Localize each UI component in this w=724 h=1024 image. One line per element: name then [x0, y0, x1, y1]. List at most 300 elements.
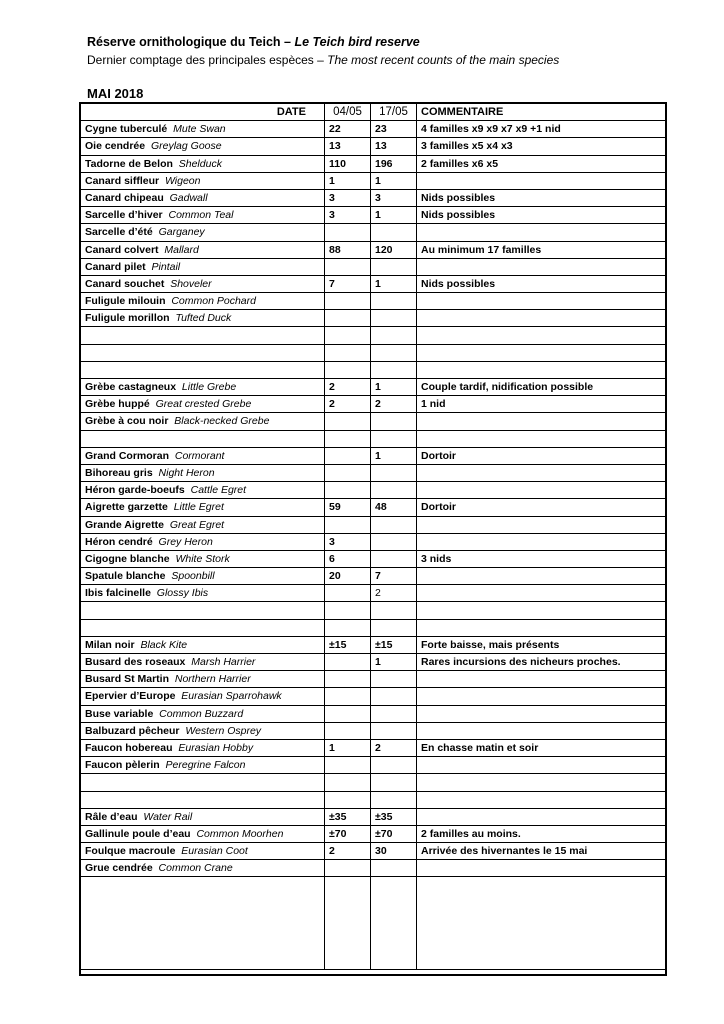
table-row	[81, 722, 665, 739]
count-1705-cell: 1	[371, 654, 417, 671]
table-row	[81, 413, 665, 430]
comment-cell	[417, 808, 666, 825]
species-name-en: Spoonbill	[171, 570, 215, 583]
species-name-en: White Stork	[175, 552, 230, 565]
table-row	[81, 499, 665, 516]
table-row	[81, 396, 665, 413]
count-1705-cell: 196	[371, 155, 417, 172]
species-name-fr: Cigogne blanche	[85, 552, 170, 565]
species-cell	[81, 722, 325, 739]
comment-cell	[417, 482, 666, 499]
comment-cell: 4 familles x9 x9 x7 x9 +1 nid	[417, 121, 666, 138]
species-name-en: Shelduck	[178, 157, 222, 170]
species-name-en: Grey Heron	[158, 535, 213, 548]
species-name-en: Marsh Harrier	[191, 656, 256, 669]
counts-table	[79, 102, 667, 976]
species-name-fr: Héron cendré	[85, 535, 153, 548]
comment-cell	[417, 310, 666, 327]
count-1705-cell: 23	[371, 121, 417, 138]
species-cell	[81, 533, 325, 550]
comment-cell	[417, 293, 666, 310]
count-1705-cell	[371, 705, 417, 722]
table-row	[81, 636, 665, 653]
species-name-en: Gadwall	[169, 192, 208, 205]
table-row	[81, 568, 665, 585]
comment-cell: Dortoir	[417, 499, 666, 516]
count-1705-cell	[371, 533, 417, 550]
comment-cell	[417, 568, 666, 585]
count-1705-cell: 120	[371, 241, 417, 258]
species-name-en: Black Kite	[140, 638, 188, 651]
species-cell	[81, 774, 325, 791]
species-cell	[81, 877, 325, 970]
species-name-fr: Sarcelle d’été	[85, 226, 153, 239]
species-name-fr: Grèbe à cou noir	[85, 415, 169, 428]
count-0405-cell	[325, 258, 371, 275]
count-0405-cell: 110	[325, 155, 371, 172]
species-name-fr: Râle d’eau	[85, 810, 138, 823]
table-row	[81, 138, 665, 155]
comment-cell	[417, 327, 666, 344]
count-1705-cell: 48	[371, 499, 417, 516]
species-cell	[81, 825, 325, 842]
count-0405-cell: 2	[325, 396, 371, 413]
count-0405-cell	[325, 602, 371, 619]
comment-cell	[417, 705, 666, 722]
species-name-fr: Fuligule morillon	[85, 312, 170, 325]
species-name-en: Shoveler	[170, 277, 212, 290]
species-name-en: Eurasian Hobby	[178, 742, 254, 755]
comment-cell	[417, 688, 666, 705]
count-0405-cell: 13	[325, 138, 371, 155]
species-name-en: Common Crane	[158, 862, 233, 875]
table-row	[81, 379, 665, 396]
species-name-en: Mute Swan	[173, 123, 226, 136]
species-cell	[81, 791, 325, 808]
species-cell	[81, 327, 325, 344]
species-cell	[81, 464, 325, 481]
comment-cell	[417, 172, 666, 189]
count-0405-cell: 20	[325, 568, 371, 585]
species-name-en: Glossy Ibis	[156, 587, 209, 600]
species-cell	[81, 499, 325, 516]
header-count-1: 04/05	[325, 104, 371, 121]
species-name-en: Great Egret	[169, 518, 225, 531]
count-1705-cell: 1	[371, 207, 417, 224]
count-0405-cell	[325, 447, 371, 464]
species-name-fr: Balbuzard pêcheur	[85, 724, 180, 737]
comment-cell	[417, 430, 666, 447]
comment-cell	[417, 877, 666, 970]
comment-cell: Au minimum 17 familles	[417, 241, 666, 258]
count-0405-cell	[325, 310, 371, 327]
count-0405-cell	[325, 774, 371, 791]
species-name-en: Common Buzzard	[159, 707, 244, 720]
count-0405-cell	[325, 516, 371, 533]
species-cell	[81, 550, 325, 567]
comment-cell: Dortoir	[417, 447, 666, 464]
count-0405-cell	[325, 654, 371, 671]
title-en: Le Teich bird reserve	[294, 35, 420, 49]
count-0405-cell	[325, 464, 371, 481]
comment-cell	[417, 224, 666, 241]
species-name-fr: Foulque macroule	[85, 845, 176, 858]
comment-cell: 2 familles x6 x5	[417, 155, 666, 172]
table-row	[81, 585, 665, 602]
table-row	[81, 533, 665, 550]
table-row	[81, 808, 665, 825]
species-name-en: Cormorant	[174, 449, 225, 462]
species-name-en: Mallard	[164, 243, 199, 256]
comment-cell	[417, 619, 666, 636]
species-name-en: Little Grebe	[181, 381, 237, 394]
count-1705-cell: 7	[371, 568, 417, 585]
species-cell	[81, 293, 325, 310]
species-name-en: Water Rail	[143, 810, 193, 823]
species-name-en: Eurasian Coot	[181, 845, 248, 858]
comment-cell	[417, 464, 666, 481]
species-name-fr: Cygne tuberculé	[85, 123, 168, 136]
comment-cell: Nids possibles	[417, 275, 666, 292]
species-name-fr: Gallinule poule d’eau	[85, 827, 191, 840]
comment-cell: En chasse matin et soir	[417, 739, 666, 756]
count-0405-cell	[325, 860, 371, 877]
count-1705-cell	[371, 671, 417, 688]
count-0405-cell	[325, 224, 371, 241]
comment-cell: 3 nids	[417, 550, 666, 567]
count-0405-cell: 22	[325, 121, 371, 138]
species-name-fr: Canard chipeau	[85, 192, 164, 205]
table-row	[81, 241, 665, 258]
species-name-en: Black-necked Grebe	[174, 415, 270, 428]
table-row	[81, 361, 665, 378]
page-title	[87, 35, 420, 49]
species-name-en: Garganey	[158, 226, 205, 239]
species-name-fr: Buse variable	[85, 707, 154, 720]
table-row	[81, 877, 665, 970]
species-name-fr: Héron garde-boeufs	[85, 484, 185, 497]
species-cell	[81, 688, 325, 705]
table-row	[81, 688, 665, 705]
species-cell	[81, 430, 325, 447]
count-0405-cell	[325, 361, 371, 378]
table-row	[81, 602, 665, 619]
count-1705-cell	[371, 757, 417, 774]
species-cell	[81, 602, 325, 619]
comment-cell	[417, 533, 666, 550]
species-cell	[81, 585, 325, 602]
count-1705-cell	[371, 602, 417, 619]
count-1705-cell	[371, 722, 417, 739]
comment-cell: Forte baisse, mais présents	[417, 636, 666, 653]
count-0405-cell: 3	[325, 189, 371, 206]
comment-cell: Rares incursions des nicheurs proches.	[417, 654, 666, 671]
count-0405-cell: 59	[325, 499, 371, 516]
species-cell	[81, 705, 325, 722]
count-1705-cell	[371, 430, 417, 447]
species-name-fr: Grue cendrée	[85, 862, 153, 875]
species-cell	[81, 447, 325, 464]
comment-cell: 2 familles au moins.	[417, 825, 666, 842]
subtitle-en: The most recent counts of the main species	[327, 53, 560, 67]
species-name-fr: Spatule blanche	[85, 570, 166, 583]
comment-cell	[417, 413, 666, 430]
comment-cell: Couple tardif, nidification possible	[417, 379, 666, 396]
species-cell	[81, 155, 325, 172]
species-cell	[81, 413, 325, 430]
comment-cell	[417, 585, 666, 602]
species-name-fr: Canard siffleur	[85, 174, 160, 187]
count-1705-cell	[371, 361, 417, 378]
count-0405-cell: 7	[325, 275, 371, 292]
table-row	[81, 654, 665, 671]
species-cell	[81, 671, 325, 688]
count-0405-cell: ±70	[325, 825, 371, 842]
species-cell	[81, 344, 325, 361]
species-cell	[81, 172, 325, 189]
count-1705-cell	[371, 344, 417, 361]
comment-cell: Nids possibles	[417, 207, 666, 224]
comment-cell	[417, 757, 666, 774]
table-row	[81, 757, 665, 774]
species-name-fr: Tadorne de Belon	[85, 157, 173, 170]
count-1705-cell	[371, 860, 417, 877]
species-cell	[81, 843, 325, 860]
species-name-en: Common Moorhen	[196, 827, 284, 840]
comment-cell	[417, 602, 666, 619]
table-row	[81, 275, 665, 292]
count-1705-cell: 13	[371, 138, 417, 155]
page-subtitle	[87, 53, 559, 67]
table-row	[81, 310, 665, 327]
comment-cell	[417, 722, 666, 739]
table-row	[81, 430, 665, 447]
count-0405-cell	[325, 482, 371, 499]
count-1705-cell: ±35	[371, 808, 417, 825]
species-name-en: Tufted Duck	[175, 312, 232, 325]
species-cell	[81, 516, 325, 533]
count-0405-cell	[325, 413, 371, 430]
species-cell	[81, 224, 325, 241]
table-row	[81, 860, 665, 877]
count-1705-cell	[371, 224, 417, 241]
table-row	[81, 155, 665, 172]
species-name-fr: Grèbe huppé	[85, 398, 150, 411]
species-cell	[81, 636, 325, 653]
count-0405-cell	[325, 757, 371, 774]
species-name-fr: Grèbe castagneux	[85, 381, 177, 394]
count-1705-cell: 2	[371, 585, 417, 602]
species-name-fr: Grande Aigrette	[85, 518, 164, 531]
count-1705-cell	[371, 774, 417, 791]
count-1705-cell	[371, 258, 417, 275]
count-0405-cell	[325, 705, 371, 722]
count-0405-cell: ±35	[325, 808, 371, 825]
table-row	[81, 344, 665, 361]
count-1705-cell: ±15	[371, 636, 417, 653]
comment-cell	[417, 860, 666, 877]
count-0405-cell: 2	[325, 843, 371, 860]
count-0405-cell: 3	[325, 533, 371, 550]
species-name-fr: Canard colvert	[85, 243, 159, 256]
comment-cell	[417, 671, 666, 688]
table-row	[81, 447, 665, 464]
species-cell	[81, 310, 325, 327]
species-cell	[81, 808, 325, 825]
count-0405-cell: 3	[325, 207, 371, 224]
table-row	[81, 121, 665, 138]
species-cell	[81, 207, 325, 224]
species-name-en: Common Teal	[168, 209, 234, 222]
comment-cell: 1 nid	[417, 396, 666, 413]
comment-cell	[417, 361, 666, 378]
count-1705-cell	[371, 619, 417, 636]
count-1705-cell	[371, 327, 417, 344]
table-row	[81, 207, 665, 224]
count-1705-cell: 30	[371, 843, 417, 860]
species-name-fr: Aigrette garzette	[85, 501, 168, 514]
species-name-en: Common Pochard	[171, 295, 256, 308]
comment-cell	[417, 791, 666, 808]
count-1705-cell: 3	[371, 189, 417, 206]
table-row	[81, 224, 665, 241]
count-0405-cell	[325, 722, 371, 739]
species-cell	[81, 379, 325, 396]
count-1705-cell: 2	[371, 739, 417, 756]
count-1705-cell: 1	[371, 275, 417, 292]
table-row	[81, 293, 665, 310]
comment-cell: 3 familles x5 x4 x3	[417, 138, 666, 155]
count-0405-cell: 1	[325, 739, 371, 756]
species-name-en: Wigeon	[164, 174, 201, 187]
comment-cell	[417, 344, 666, 361]
species-name-en: Little Egret	[173, 501, 224, 514]
table-row	[81, 258, 665, 275]
species-name-en: Western Osprey	[185, 724, 262, 737]
species-cell	[81, 361, 325, 378]
species-name-fr: Milan noir	[85, 638, 135, 651]
table-row	[81, 172, 665, 189]
species-cell	[81, 189, 325, 206]
table-row	[81, 550, 665, 567]
species-name-fr: Ibis falcinelle	[85, 587, 151, 600]
count-0405-cell	[325, 671, 371, 688]
comment-cell	[417, 516, 666, 533]
table-row	[81, 516, 665, 533]
header-date: DATE	[81, 104, 325, 121]
header-count-2: 17/05	[371, 104, 417, 121]
count-1705-cell: ±70	[371, 825, 417, 842]
species-name-fr: Bihoreau gris	[85, 467, 153, 480]
count-0405-cell	[325, 688, 371, 705]
table-row	[81, 464, 665, 481]
count-1705-cell: 1	[371, 379, 417, 396]
count-0405-cell	[325, 293, 371, 310]
species-cell	[81, 121, 325, 138]
table-header-row	[81, 104, 665, 121]
count-1705-cell: 2	[371, 396, 417, 413]
table-row	[81, 327, 665, 344]
species-name-fr: Sarcelle d’hiver	[85, 209, 163, 222]
table-row	[81, 825, 665, 842]
count-0405-cell: 2	[325, 379, 371, 396]
species-cell	[81, 654, 325, 671]
species-name-fr: Canard pilet	[85, 260, 146, 273]
species-cell	[81, 241, 325, 258]
count-1705-cell	[371, 310, 417, 327]
table-row	[81, 791, 665, 808]
count-0405-cell: 1	[325, 172, 371, 189]
count-0405-cell	[325, 877, 371, 970]
species-name-fr: Faucon hobereau	[85, 742, 173, 755]
species-name-en: Great crested Grebe	[155, 398, 252, 411]
species-cell	[81, 396, 325, 413]
species-name-en: Cattle Egret	[190, 484, 247, 497]
species-name-fr: Busard des roseaux	[85, 656, 186, 669]
month-heading: MAI 2018	[87, 86, 144, 101]
subtitle-fr: Dernier comptage des principales espèces –	[87, 53, 324, 67]
species-name-fr: Busard St Martin	[85, 673, 170, 686]
count-1705-cell	[371, 516, 417, 533]
table-row	[81, 619, 665, 636]
table-row	[81, 739, 665, 756]
species-name-en: Greylag Goose	[150, 140, 222, 153]
species-cell	[81, 860, 325, 877]
count-1705-cell: 1	[371, 447, 417, 464]
count-1705-cell	[371, 877, 417, 970]
table-row	[81, 189, 665, 206]
species-name-en: Eurasian Sparrohawk	[181, 690, 282, 703]
header-comment: COMMENTAIRE	[417, 104, 666, 121]
species-cell	[81, 757, 325, 774]
count-1705-cell	[371, 482, 417, 499]
count-0405-cell	[325, 327, 371, 344]
table-row	[81, 482, 665, 499]
species-cell	[81, 258, 325, 275]
count-1705-cell	[371, 688, 417, 705]
species-name-fr: Grand Cormoran	[85, 449, 170, 462]
title-fr: Réserve ornithologique du Teich –	[87, 35, 291, 49]
species-name-fr: Faucon pèlerin	[85, 759, 160, 772]
species-name-fr: Epervier d’Europe	[85, 690, 176, 703]
count-0405-cell	[325, 619, 371, 636]
count-1705-cell	[371, 413, 417, 430]
species-name-en: Night Heron	[158, 467, 215, 480]
count-0405-cell: 88	[325, 241, 371, 258]
count-0405-cell	[325, 791, 371, 808]
count-0405-cell	[325, 344, 371, 361]
count-1705-cell	[371, 293, 417, 310]
table-row	[81, 843, 665, 860]
comment-cell: Nids possibles	[417, 189, 666, 206]
count-1705-cell: 1	[371, 172, 417, 189]
comment-cell	[417, 258, 666, 275]
comment-cell	[417, 774, 666, 791]
species-name-en: Northern Harrier	[174, 673, 251, 686]
species-cell	[81, 275, 325, 292]
comment-cell: Arrivée des hivernantes le 15 mai	[417, 843, 666, 860]
count-1705-cell	[371, 464, 417, 481]
count-0405-cell	[325, 430, 371, 447]
table-row	[81, 774, 665, 791]
species-cell	[81, 138, 325, 155]
species-cell	[81, 568, 325, 585]
species-cell	[81, 619, 325, 636]
species-name-fr: Oie cendrée	[85, 140, 146, 153]
table-row	[81, 671, 665, 688]
species-name-fr: Canard souchet	[85, 277, 165, 290]
count-1705-cell	[371, 550, 417, 567]
